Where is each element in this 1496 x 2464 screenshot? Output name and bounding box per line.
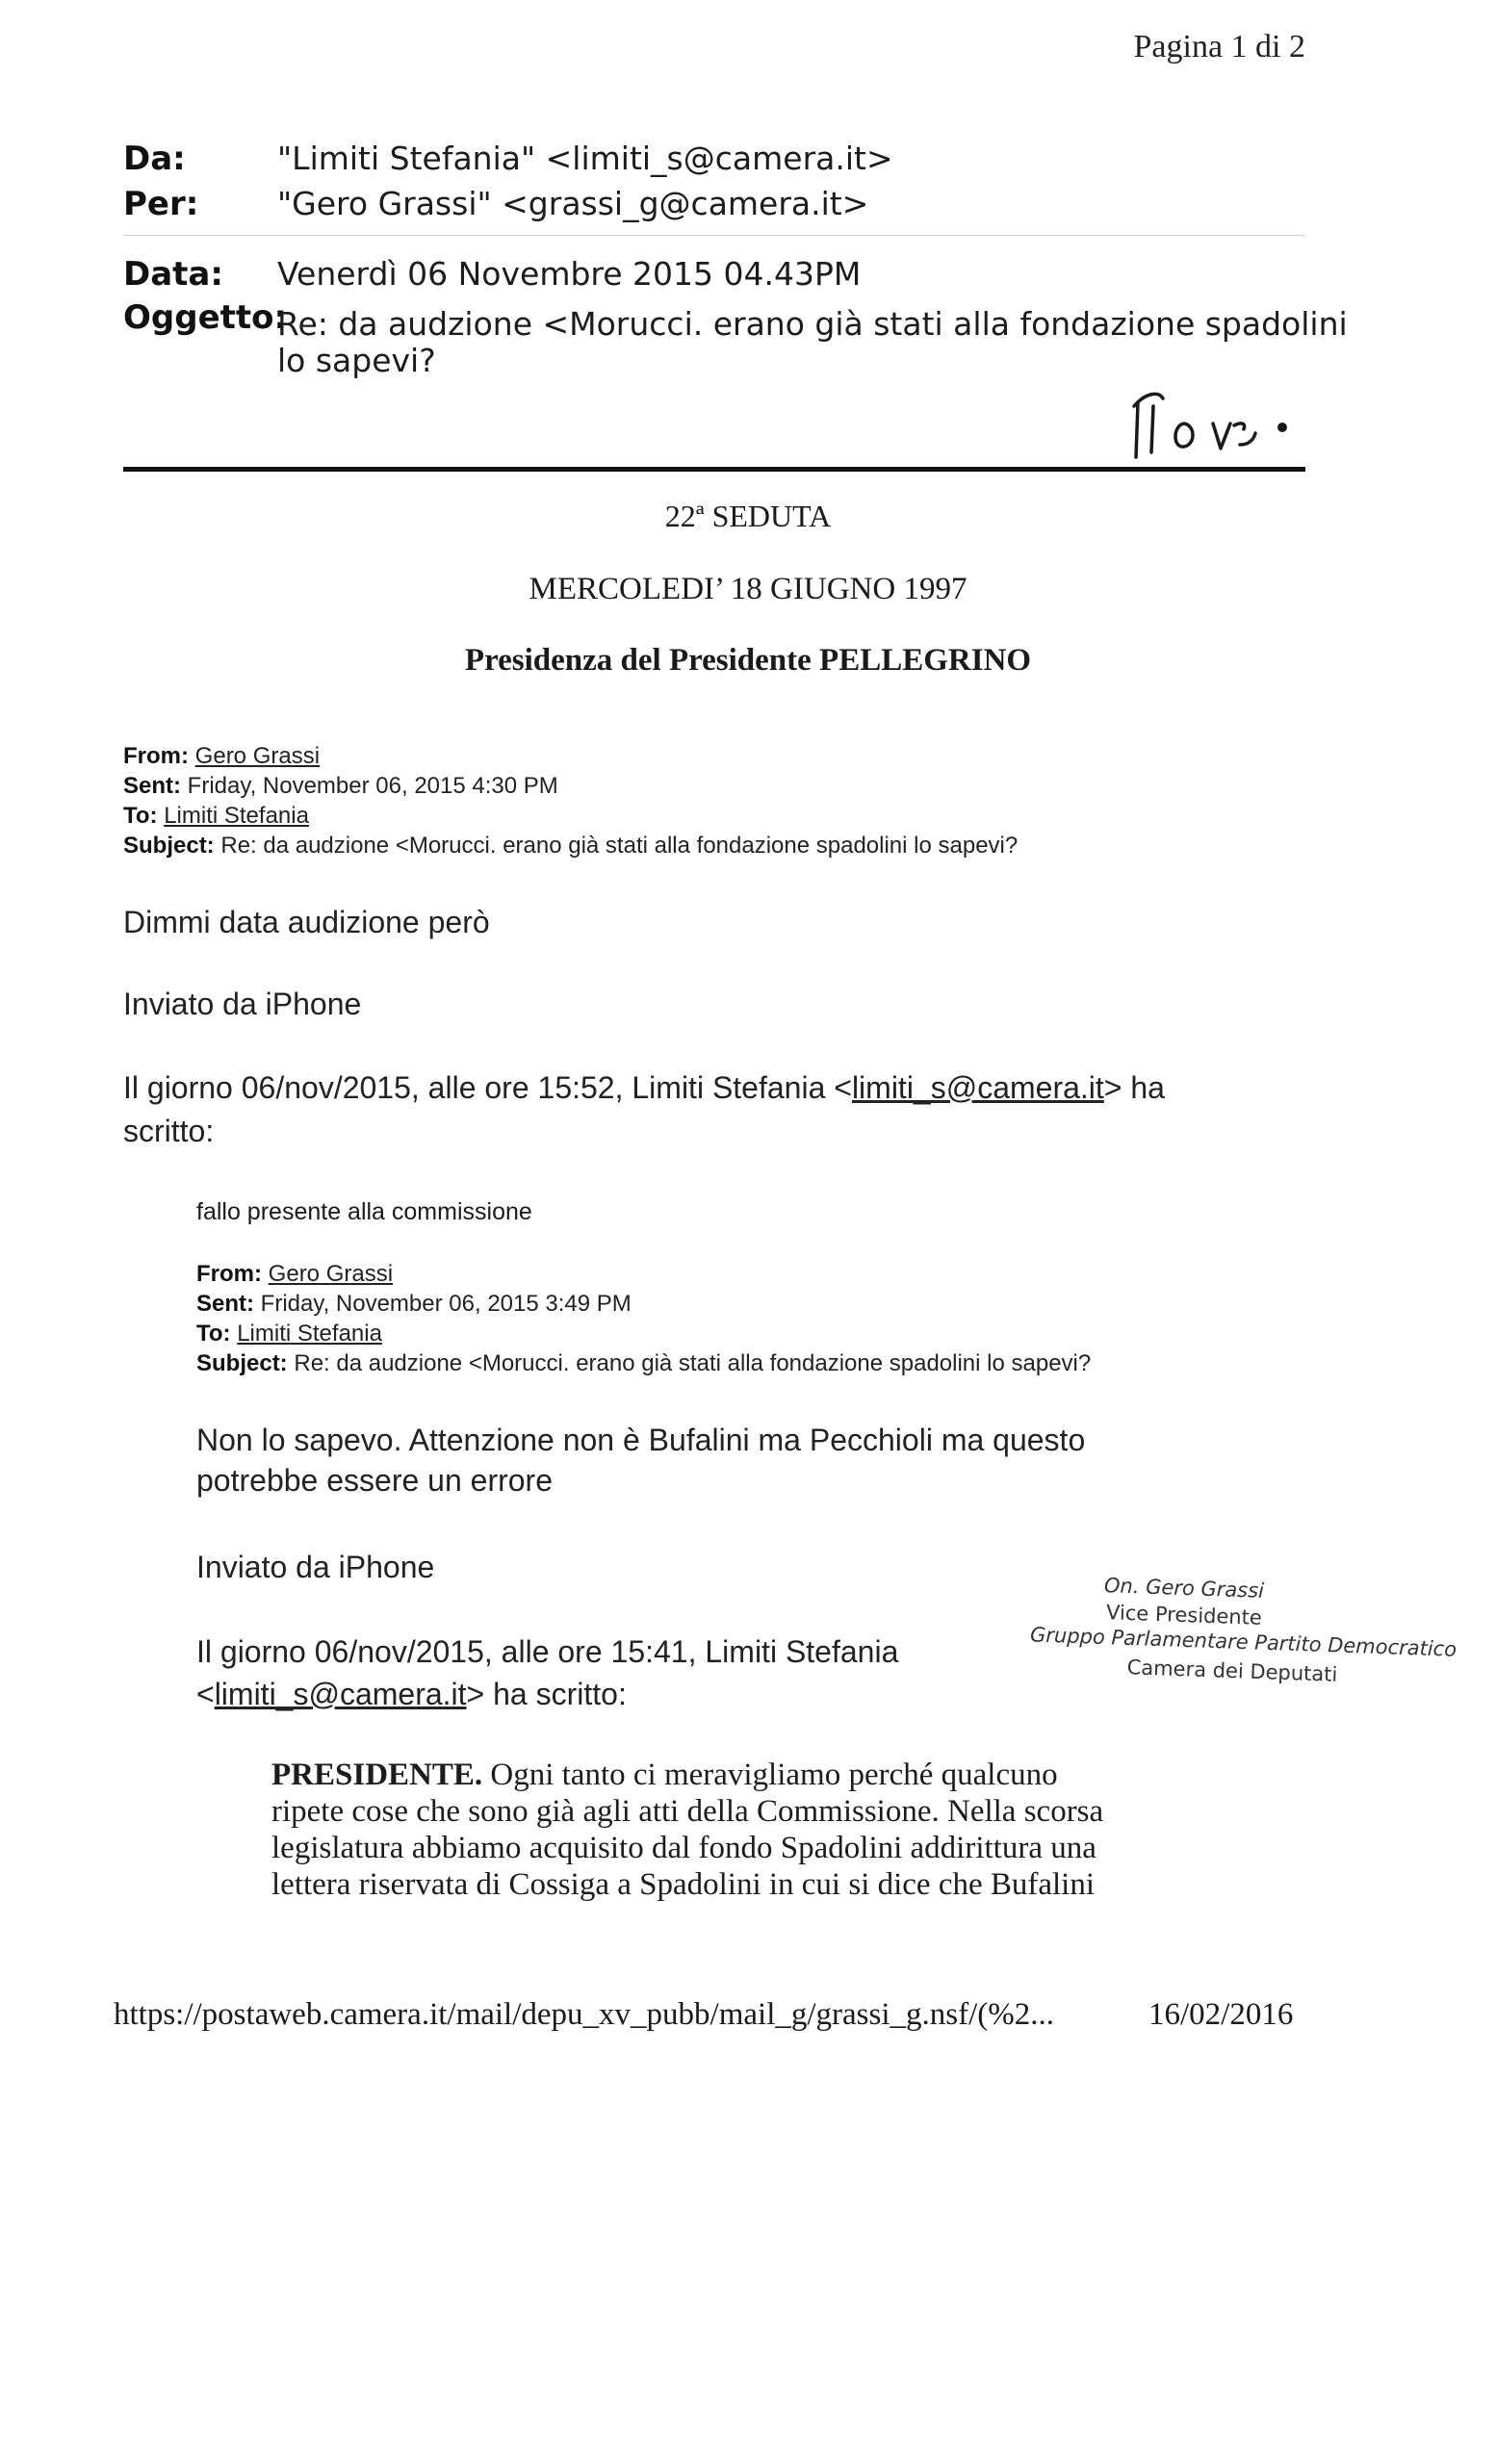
oggetto-value-line1: Re: da audzione <Morucci. erano già stati alla fondazione spadolini <box>277 305 1348 343</box>
seduta-number: 22ª SEDUTA <box>664 499 832 533</box>
email1-quote-link[interactable]: limiti_s@camera.it <box>851 1070 1104 1105</box>
header-thick-rule <box>123 467 1305 472</box>
oggetto-label: Oggetto: <box>123 298 288 337</box>
email2-subject: Subject: Re: da audzione <Morucci. erano già stati alla fondazione spadolini lo sapevi? <box>196 1350 1092 1376</box>
seduta-date: MERCOLEDI’ 18 GIUGNO 1997 <box>529 572 967 606</box>
footer-date: 16/02/2016 <box>1148 1997 1294 2032</box>
stamp-line2: Vice Presidente <box>1105 1601 1263 1630</box>
da-label: Da: <box>123 140 186 178</box>
data-value: Venerdì 06 Novembre 2015 04.43PM <box>277 255 862 293</box>
email1-body-line1: Dimmi data audizione però <box>123 905 490 939</box>
header-divider <box>123 235 1305 236</box>
email1-subject: Subject: Re: da audzione <Morucci. erano già stati alla fondazione spadolini lo sapevi? <box>123 833 1019 859</box>
footer-url[interactable]: https://postaweb.camera.it/mail/depu_xv_pubb/mail_g/grassi_g.nsf/(%2... <box>114 1997 1054 2032</box>
email1-to: To: Limiti Stefania <box>123 803 309 829</box>
email2-quote-link[interactable]: limiti_s@camera.it <box>214 1677 467 1711</box>
email2-quote-intro: Il giorno 06/nov/2015, alle ore 15:41, Limiti Stefania <box>196 1634 899 1669</box>
email1-from-link[interactable]: Gero Grassi <box>194 743 321 769</box>
email2-to: To: Limiti Stefania <box>196 1321 382 1347</box>
email2-body-line2: potrebbe essere un errore <box>196 1463 553 1498</box>
email1-body-line2: Inviato da iPhone <box>123 987 362 1021</box>
handwritten-note <box>1126 385 1309 462</box>
oggetto-value-line2: lo sapevi? <box>277 342 436 379</box>
stamp-line4: Camera dei Deputati <box>1126 1656 1338 1686</box>
data-label: Data: <box>123 255 223 294</box>
da-value: "Limiti Stefania" <limiti_s@camera.it> <box>277 140 893 177</box>
page-number: Pagina 1 di 2 <box>1133 29 1305 64</box>
email1-quote-intro-cont: scritto: <box>123 1114 215 1148</box>
presidente-line3: legislatura abbiamo acquisito dal fondo Spadolini addirittura una <box>271 1831 1096 1865</box>
email1-quote-intro: Il giorno 06/nov/2015, alle ore 15:52, Limiti Stefania <limiti_s@camera.it> ha <box>123 1070 1165 1105</box>
email2-body-line3: Inviato da iPhone <box>196 1550 435 1584</box>
email1-from: From: Gero Grassi <box>123 743 321 769</box>
email2-to-link[interactable]: Limiti Stefania <box>237 1321 382 1347</box>
email2-body-line1: Non lo sapevo. Attenzione non è Bufalini ma Pecchioli ma questo <box>196 1423 1086 1457</box>
stamp-line1: On. Gero Grassi <box>1103 1574 1265 1603</box>
email2-intro: fallo presente alla commissione <box>196 1198 532 1225</box>
presidente-line1: PRESIDENTE. Ogni tanto ci meravigliamo perché qualcuno <box>271 1758 1058 1792</box>
stamp-line3: Gruppo Parlamentare Partito Democratico <box>1029 1623 1457 1661</box>
email2-sent: Sent: Friday, November 06, 2015 3:49 PM <box>196 1291 632 1317</box>
email1-to-link[interactable]: Limiti Stefania <box>164 803 309 829</box>
email2-from-link[interactable]: Gero Grassi <box>268 1261 394 1287</box>
email2-from: From: Gero Grassi <box>196 1261 394 1287</box>
per-label: Per: <box>123 185 199 223</box>
email1-sent: Sent: Friday, November 06, 2015 4:30 PM <box>123 773 558 799</box>
presidenza-line: Presidenza del Presidente PELLEGRINO <box>464 643 1032 678</box>
per-value: "Gero Grassi" <grassi_g@camera.it> <box>277 185 869 222</box>
presidente-line2: ripete cose che sono già agli atti della Commissione. Nella scorsa <box>271 1794 1104 1829</box>
email2-quote-intro-cont: <limiti_s@camera.it> ha scritto: <box>196 1677 627 1711</box>
presidente-line4: lettera riservata di Cossiga a Spadolini in cui si dice che Bufalini <box>271 1867 1096 1902</box>
